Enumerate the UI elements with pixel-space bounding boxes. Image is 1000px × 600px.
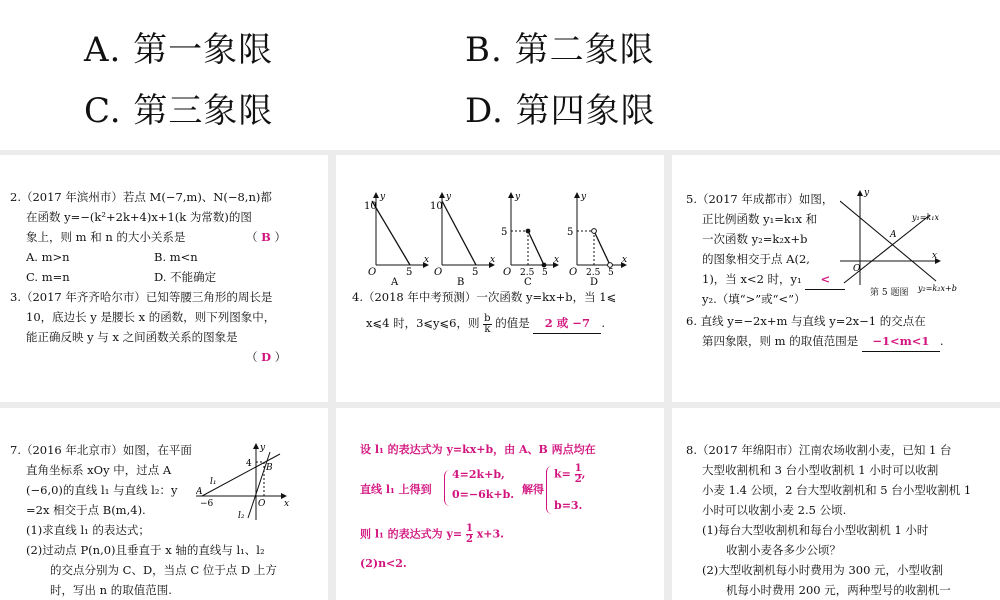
q7-fig-y: y (260, 443, 266, 453)
q7-fig-o: O (258, 499, 266, 509)
q8-line5: (1)每台大型收割机和每台小型收割机 1 小时 (702, 523, 929, 537)
q7-line5: (1)求直线 l₁ 的表达式； (26, 523, 150, 537)
q5-fig-caption: 第 5 题图 (870, 288, 909, 298)
sol7-line3 (360, 524, 504, 545)
q2-line1: 2.（2017 年滨州市）若点 M(−7,m)、N(−8,n)都 (10, 190, 272, 204)
graph-a-x: x (424, 255, 430, 265)
q5-fig-a: A (890, 230, 897, 240)
graph-c[interactable] (501, 192, 559, 288)
sol7-brace-2 (546, 466, 553, 514)
sol7-line3-frac (466, 524, 473, 545)
sol7-res1-num: 1 (574, 463, 582, 474)
q8-line4: 小时可以收割小麦 2.5 公顷. (702, 503, 847, 517)
sol7-res1-k: k= (554, 467, 571, 481)
option-a[interactable]: A. 第一象限 (84, 30, 274, 70)
sol7-solve: 解得 (522, 483, 544, 496)
q4-line2-pre: x⩽4 时，3⩽y⩽6，则 (366, 316, 480, 330)
graph-a-five: 5 (406, 267, 413, 278)
q4-answer: 2 或 −7 (533, 313, 601, 334)
panel-q7 (0, 408, 328, 600)
q2-option-a: A. m>n (26, 250, 70, 264)
q3-answer-bracket: （ D ） (246, 350, 287, 364)
graph-a-y: y (380, 192, 386, 202)
q7-fig-l2: l₂ (238, 511, 245, 521)
q6-line2: 第四象限，则 m 的取值范围是 −1<m<1 . (702, 331, 944, 352)
option-d[interactable]: D. 第四象限 (465, 91, 656, 131)
q2-option-c: C. m=n (26, 270, 70, 284)
panel-q8 (672, 408, 1000, 600)
q6-line2-text: 第四象限，则 m 的取值范围是 (702, 334, 859, 348)
top-options-area (0, 0, 1000, 150)
q2-line2: 在函数 y=−(k²+2k+4)x+1(k 为常数)的图 (26, 210, 252, 224)
q4-frac-den: k (484, 323, 491, 335)
graph-b-five: 5 (472, 267, 479, 278)
q5-fig-y: y (864, 188, 870, 198)
graph-c-origin: O (503, 267, 512, 278)
q4-frac-num: b (484, 312, 491, 324)
graph-d-y: y (581, 192, 587, 202)
sol7-res2: b=3. (554, 499, 583, 512)
q3-line2: 10，底边长 y 是腰长 x 的函数，则下列图象中， (26, 310, 276, 324)
q5-fig-y1: y₁=k₁x (912, 213, 939, 222)
q5-line5 (702, 269, 845, 290)
graph-b-origin: O (434, 267, 443, 278)
graph-d-x: x (622, 255, 628, 265)
q7-figure (196, 442, 296, 522)
sol7-line4: (2)n<2. (360, 557, 407, 570)
graph-c-label: C (524, 277, 532, 288)
q7-line4: =2x 相交于点 B(m,4). (26, 503, 146, 517)
sol7-line3-den: 2 (465, 534, 473, 545)
graph-b-label: B (457, 277, 465, 288)
q3-answer: D (261, 350, 272, 364)
q7-fig-four: 4 (246, 459, 252, 469)
q8-line6: 收割小麦各多少公顷？ (726, 543, 841, 557)
graph-a-label: A (391, 277, 399, 288)
panel-graphs-q4 (336, 155, 664, 402)
q3-line3: 能正确反映 y 与 x 之间函数关系的图象是 (26, 330, 238, 344)
graph-c-two-five: 2.5 (520, 268, 535, 278)
graph-a-origin: O (368, 267, 377, 278)
graph-c-five: 5 (501, 227, 508, 238)
q8-line3: 小麦 1.4 公顷，2 台大型收割机和 5 台小型收割机 1 (702, 483, 972, 497)
q7-line3: (−6,0)的直线 l₁ 与直线 l₂：y (26, 483, 178, 497)
q7-fig-a: A (196, 487, 203, 497)
graph-a-ten: 10 (364, 201, 377, 212)
q4-line1: 4.（2018 年中考预测）一次函数 y=kx+b，当 1⩽ (352, 290, 617, 304)
graph-d[interactable] (567, 192, 627, 288)
q4-line2: x⩽4 时，3⩽y⩽6，则 $\frac{b}{k}$ 的值是 2 或 −7 . (366, 312, 606, 335)
sol7-line1: 设 l₁ 的表达式为 y=kx+b，由 A、B 两点均在 (360, 443, 596, 456)
graph-d-five-x: 5 (608, 268, 614, 278)
graph-d-five: 5 (567, 227, 574, 238)
panel-q5-q6 (672, 155, 1000, 402)
q5-line4: 的图象相交于点 A(2, (702, 252, 810, 266)
q7-line2: 直角坐标系 xOy 中，过点 A (26, 463, 172, 477)
q5-fig-origin: O (853, 264, 861, 274)
q7-fig-x: x (284, 499, 290, 509)
graph-c-x: x (554, 255, 560, 265)
q7-line1: 7.（2016 年北京市）如图，在平面 (10, 443, 192, 457)
q7-line8: 时，写出 n 的取值范围. (50, 583, 172, 597)
q8-line1: 8.（2017 年绵阳市）江南农场收割小麦，已知 1 台 (686, 443, 952, 457)
sol7-res1: k= $\frac{1}{2}$ , (554, 463, 586, 485)
graph-b-ten: 10 (430, 201, 443, 212)
q7-fig-b: B (266, 463, 273, 473)
q7-fig-neg6: −6 (200, 499, 214, 509)
graph-c-y: y (515, 192, 521, 202)
graph-d-label: D (590, 277, 599, 288)
q2-line3: 象上，则 m 和 n 的大小关系是 (26, 230, 186, 244)
sol7-brace-1 (444, 470, 451, 506)
q2-option-b: B. m<n (154, 250, 198, 264)
q6-answer: −1<m<1 (862, 331, 940, 352)
q8-line7: (2)大型收割机每小时费用为 300 元，小型收割 (702, 563, 944, 577)
q2-answer: B (261, 230, 271, 244)
q2-option-d: D. 不能确定 (154, 270, 217, 284)
q5-line3: 一次函数 y₂=k₂x+b (702, 232, 808, 246)
q8-line8: 机每小时费用 200 元，两种型号的收割机一 (726, 583, 951, 597)
sol7-line2: 直线 l₁ 上得到 (360, 483, 432, 496)
graph-b-x: x (490, 255, 496, 265)
panel-q7-solution (336, 408, 664, 600)
q3-line1: 3.（2017 年齐齐哈尔市）已知等腰三角形的周长是 (10, 290, 273, 304)
q5-line5-text: 1)，当 x<2 时，y₁ (702, 272, 802, 286)
sol7-line3-post: x+3. (476, 527, 505, 541)
q7-line6: (2)过动点 P(n,0)且垂直于 x 轴的直线与 l₁、l₂ (26, 543, 265, 557)
option-b[interactable]: B. 第二象限 (465, 30, 655, 70)
q5-line1: 5.（2017 年成都市）如图， (686, 192, 834, 206)
q4-line2-post: 的值是 (495, 316, 530, 330)
sol7-res1-den: 2 (574, 474, 582, 485)
sol7-eq2: 0=−6k+b. (452, 488, 515, 501)
q5-fig-x: x (932, 251, 938, 261)
sol7-eq1: 4=2k+b, (452, 468, 505, 481)
sol7-res1-frac (575, 464, 582, 485)
graph-b-y: y (446, 192, 452, 202)
graph-d-two-five: 2.5 (586, 268, 601, 278)
graph-c-five-x: 5 (542, 268, 548, 278)
sol7-line3-num: 1 (465, 523, 473, 534)
q7-fig-l1: l₁ (210, 477, 217, 487)
q5-figure (840, 185, 980, 295)
q4-fraction (483, 314, 491, 335)
q5-line2: 正比例函数 y₁=k₁x 和 (702, 212, 818, 226)
q5-line6: y₂.（填“>”或“<”） (702, 292, 806, 306)
graph-b[interactable] (430, 192, 495, 288)
graph-a[interactable] (364, 192, 429, 288)
q5-answer: < (805, 269, 845, 290)
q7-line7: 的交点分别为 C、D，当点 C 位于点 D 上方 (50, 563, 277, 577)
option-c[interactable]: C. 第三象限 (84, 91, 274, 131)
sol7-line3-pre: 则 l₁ 的表达式为 y= (360, 527, 463, 541)
q5-fig-y2: y₂=k₂x+b (918, 284, 957, 293)
q6-line1: 6. 直线 y=−2x+m 与直线 y=2x−1 的交点在 (686, 314, 926, 328)
panel-q2-q3 (0, 155, 328, 402)
graph-d-origin: O (569, 267, 578, 278)
q2-answer-bracket: （ B ） (246, 230, 287, 244)
q8-line2: 大型收割机和 3 台小型收割机 1 小时可以收割 (702, 463, 939, 477)
